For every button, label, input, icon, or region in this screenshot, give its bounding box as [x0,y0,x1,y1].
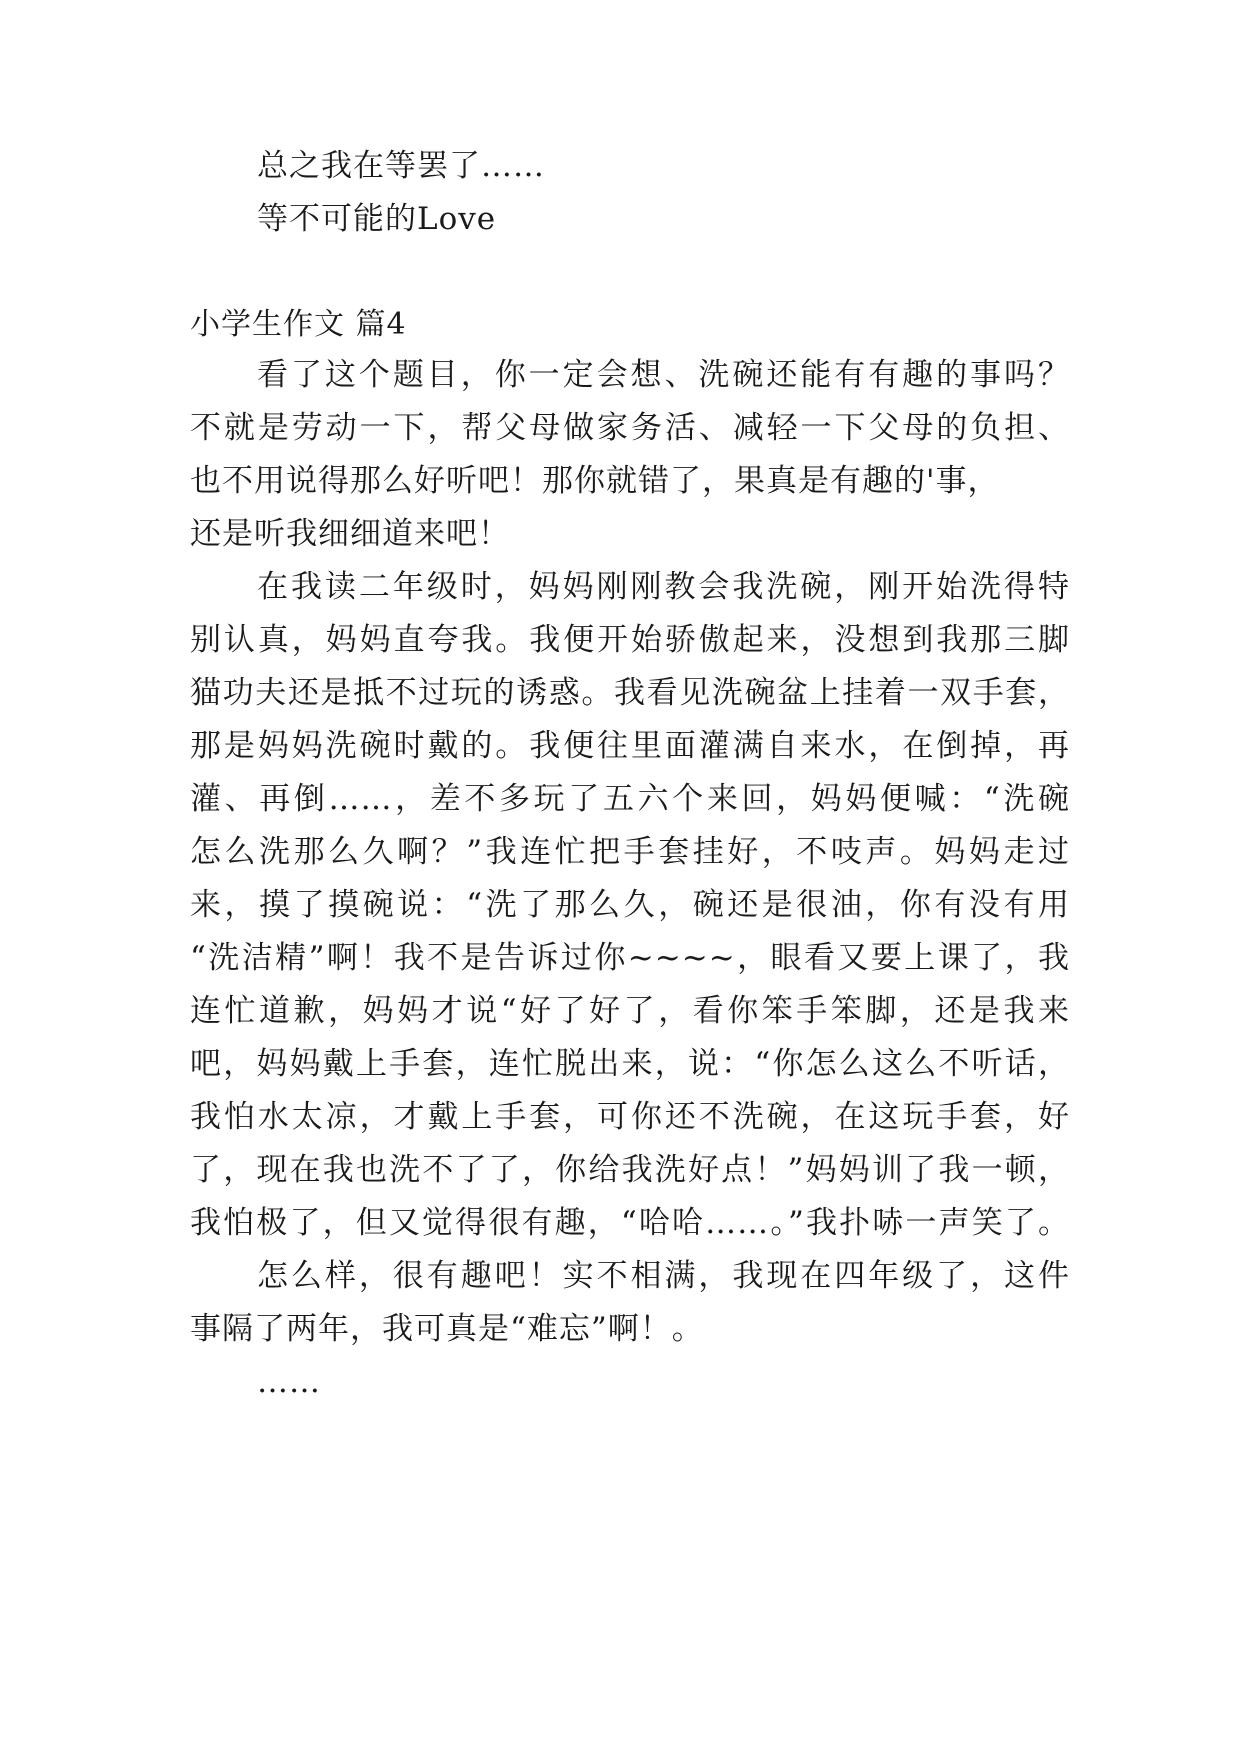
ellipsis-line: …… [257,1364,321,1400]
text-line: “洗洁精”啊！我不是告诉过你~~~~，眼看又要上课了，我 [190,940,1070,976]
text-line: 了，现在我也洗不了了，你给我洗好点！”妈妈训了我一顿， [190,1152,1070,1188]
text-line: 也不用说得那么好听吧！那你就错了，果真是有趣的'事， [190,463,1000,499]
text-line: 等不可能的Love [257,201,497,237]
text-line: 我怕极了，但又觉得很有趣，“哈哈……。”我扑哧一声笑了。 [190,1205,1070,1241]
text-line: 事隔了两年，我可真是“难忘”啊！。 [190,1311,704,1347]
text-line: 还是听我细细道来吧！ [190,516,510,552]
text-line: 不就是劳动一下，帮父母做家务活、减轻一下父母的负担、 [190,410,1070,446]
text-line: 我怕水太凉，才戴上手套，可你还不洗碗，在这玩手套，好 [190,1099,1070,1135]
text-line: 别认真，妈妈直夸我。我便开始骄傲起来，没想到我那三脚 [190,622,1070,658]
text-line: 在我读二年级时，妈妈刚刚教会我洗碗，刚开始洗得特 [257,569,1070,605]
text-line: 看了这个题目，你一定会想、洗碗还能有有趣的事吗？ [257,357,1070,393]
text-line: 那是妈妈洗碗时戴的。我便往里面灌满自来水，在倒掉，再 [190,728,1070,764]
text-line: 连忙道歉，妈妈才说“好了好了，看你笨手笨脚，还是我来 [190,993,1070,1029]
text-line: 吧，妈妈戴上手套，连忙脱出来，说：“你怎么这么不听话， [190,1046,1070,1082]
section-heading: 小学生作文 篇4 [190,307,407,342]
text-line: 怎么样，很有趣吧！实不相满，我现在四年级了，这件 [257,1258,1070,1294]
text-line: 怎么洗那么久啊？”我连忙把手套挂好，不吱声。妈妈走过 [190,834,1070,870]
text-line: 灌、再倒……，差不多玩了五六个来回，妈妈便喊：“洗碗 [190,781,1070,817]
text-line: 总之我在等罢了…… [257,148,545,184]
text-line: 来，摸了摸碗说：“洗了那么久，碗还是很油，你有没有用 [190,887,1070,923]
text-line: 猫功夫还是抵不过玩的诱惑。我看见洗碗盆上挂着一双手套， [190,675,1070,711]
